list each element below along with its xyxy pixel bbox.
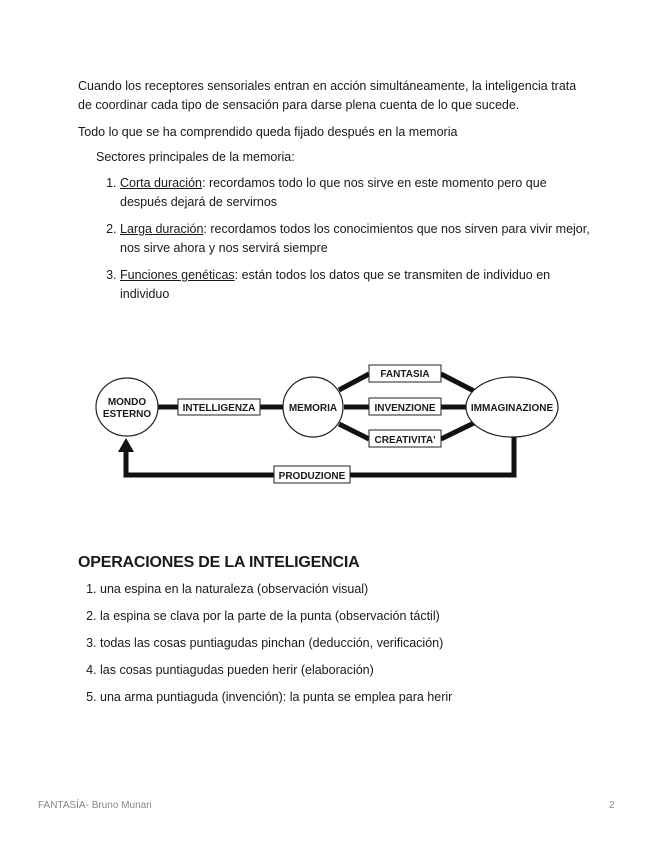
node-creativita-label: CREATIVITA': [374, 435, 436, 446]
node-intelligenza-label: INTELLIGENZA: [182, 403, 256, 414]
connector-memoria-fantasia: [339, 374, 369, 390]
sector-term: Corta duración: [120, 176, 202, 190]
node-mondo-label-line2: ESTERNO: [102, 409, 152, 420]
memory-sectors-list: [100, 174, 590, 312]
node-invenzione-label: INVENZIONE: [374, 403, 436, 414]
section-heading: OPERACIONES DE LA INTELIGENCIA: [78, 554, 360, 571]
node-mondo-label-line1: MONDO: [107, 397, 147, 408]
intro-paragraph-2: Todo lo que se ha comprendido queda fijado después en la memoria: [78, 125, 458, 139]
sector-description: : están todos los datos que se transmiten de individuo en individuo: [120, 268, 551, 301]
memory-sectors-label: Sectores principales de la memoria:: [96, 150, 295, 164]
node-produzione-label: PRODUZIONE: [278, 471, 346, 482]
list-item: [120, 174, 590, 212]
intro-paragraph-1: Cuando los receptores sensoriales entran en acción simultáneamente, la inteligencia trata de coordinar cada tipo de sensación para darse plena cuenta de lo que sucede.: [78, 79, 577, 112]
list-item: [120, 266, 590, 304]
memory-flow-diagram: [90, 358, 570, 488]
list-item: 5. una arma puntiaguda (invención): la punta se emplea para herir: [100, 688, 620, 707]
page-number: 2: [609, 800, 615, 811]
connector-memoria-creativita: [339, 424, 369, 439]
sector-description: : recordamos todos los conocimientos que nos sirven para vivir mejor, nos sirve ahora y nos servirá siempre: [120, 222, 590, 255]
list-item: [120, 220, 590, 258]
footer-title: FANTASÍA- Bruno Munari: [38, 800, 152, 811]
list-item: 1. una espina en la naturaleza (observación visual): [100, 580, 620, 599]
connector-fantasia-immaginazione: [441, 374, 476, 392]
node-immaginazione-label: IMMAGINAZIONE: [470, 403, 554, 414]
sector-term: Larga duración: [120, 222, 204, 236]
return-arrowhead: [118, 438, 134, 452]
sector-term: Funciones genéticas: [120, 268, 235, 282]
list-item: 2. la espina se clava por la parte de la punta (observación táctil): [100, 607, 620, 626]
list-item: 3. todas las cosas puntiagudas pinchan (deducción, verificación): [100, 634, 620, 653]
operations-list: [80, 580, 620, 715]
sector-description: : recordamos todo lo que nos sirve en este momento pero que después dejará de servirnos: [120, 176, 547, 209]
node-fantasia-label: FANTASIA: [380, 369, 430, 380]
connector-creativita-immaginazione: [441, 422, 476, 439]
node-memoria-label: MEMORIA: [288, 403, 338, 414]
list-item: 4. las cosas puntiagudas pueden herir (elaboración): [100, 661, 620, 680]
